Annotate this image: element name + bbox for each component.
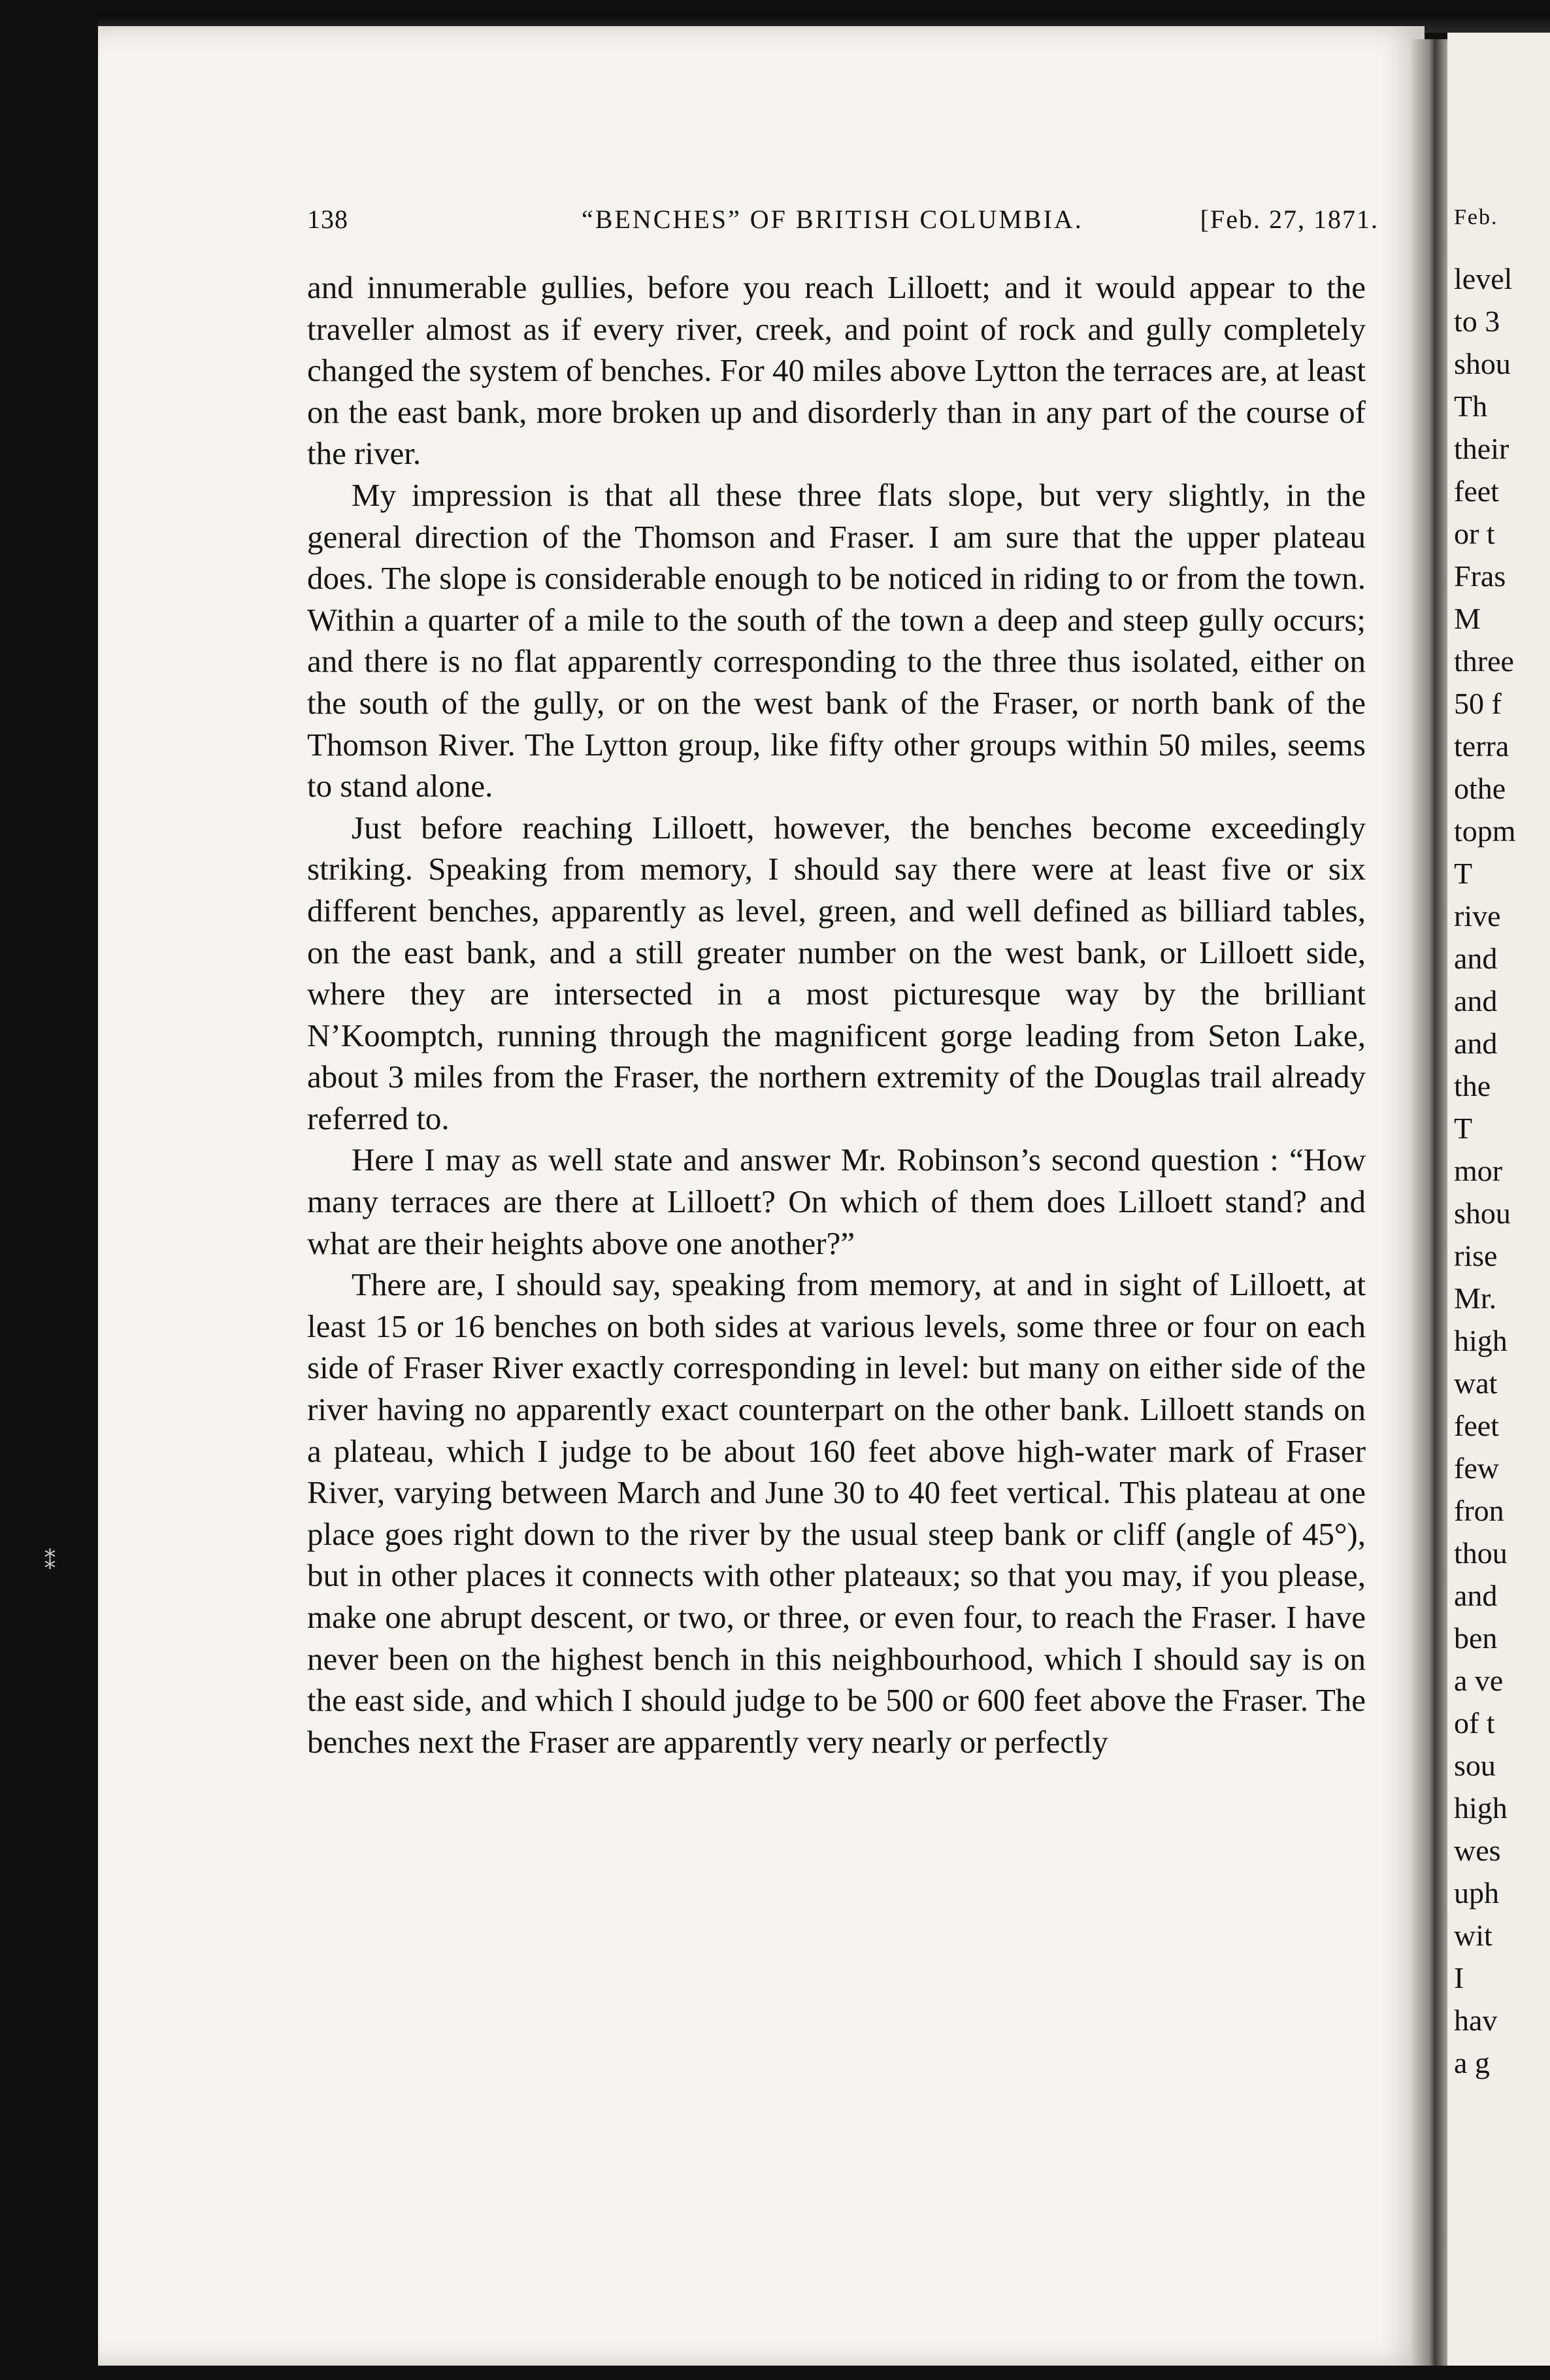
facing-page-line: sou	[1454, 1749, 1496, 1782]
facing-page-line: T	[1454, 857, 1473, 890]
facing-page-line: of t	[1454, 1706, 1495, 1740]
running-title: “BENCHES” OF BRITISH COLUMBIA.	[582, 205, 1083, 234]
facing-page-line: thou	[1454, 1536, 1508, 1570]
facing-page-line: and	[1454, 1027, 1498, 1060]
paragraph: Just before reaching Lilloett, however, the benches become exceedingly striking. Speaking from memory, I should say there were at least five or six different benches, apparently as level, green, and well defined as billiard tables, on the east bank, and a still greater number on the west bank, or Lilloett side, where they are intersected in a most picturesque way by the brilliant N’Koomptch, running through the magnificent gorge leading from Seton Lake, about 3 miles from the Fraser, the northern extremity of the Douglas trail already referred to.	[307, 809, 1366, 1136]
page-number: 138	[307, 205, 348, 234]
facing-page-line: level	[1454, 262, 1513, 295]
facing-page-line: three	[1454, 644, 1514, 678]
paragraph: My impression is that all these three flats slope, but very slightly, in the general direction of the Thomson and Fraser. I am sure that the upper plateau does. The slope is considerable enough to be noticed in riding to or from the town. Within a quarter of a mile to the south of the town a deep and steep gully occurs; and there is no flat apparently corresponding to the three thus isolated, either on the south of the gully, or on the west bank of the Fraser, or north bank of the Thomson River. The Lytton group, like fifty other groups within 50 miles, seems to stand alone.	[307, 476, 1366, 804]
paragraph: Here I may as well state and answer Mr. Robinson’s second question : “How many terraces are there at Lilloett? On which of them does Lilloett stand? and what are their heights above one another?”	[307, 1142, 1366, 1261]
facing-page-line: shou	[1454, 347, 1511, 380]
facing-page-line: mor	[1454, 1154, 1503, 1187]
facing-page-line: to 3	[1454, 305, 1500, 338]
facing-page-line: T	[1454, 1112, 1473, 1145]
facing-page-line: I	[1454, 1961, 1464, 1994]
facing-page-line: M	[1454, 602, 1481, 635]
running-date: [Feb. 27, 1871.	[1200, 205, 1379, 234]
facing-page-line: the	[1454, 1069, 1491, 1102]
facing-page-line: few	[1454, 1451, 1499, 1485]
facing-page-line: topm	[1454, 814, 1516, 848]
body-text	[307, 267, 1366, 1762]
paragraph: and innumerable gullies, before you reach Lilloett; and it would appear to the traveller almost as if every river, creek, and point of rock and gully completely changed the system of benches. For 40 miles above Lytton the terraces are, at least on the east bank, more broken up and disorderly than in any part of the course of the river.	[307, 269, 1366, 472]
facing-page-line: 50 f	[1454, 687, 1502, 720]
paragraph: There are, I should say, speaking from memory, at and in sight of Lilloett, at least 15 or 16 benches on both sides at various levels, some three or four on each side of Fraser River exactly corresponding in level: but many on either side of the river having no apparently exact counterpart on the other bank. Lilloett stands on a plateau, which I judge to be about 160 feet above high-water mark of Fraser River, varying between March and June 30 to 40 feet vertical. This plateau at one place goes right down to the river by the usual steep bank or cliff (angle of 45°), but in other places it connects with other plateaux; so that you may, if you please, make one abrupt descent, or two, or three, or even four, to reach the Fraser. I have never been on the highest bench in this neighbourhood, which I should say is on the east side, and which I should judge to be 500 or 600 feet above the Fraser. The benches next the Fraser are apparently very nearly or perfectly	[307, 1266, 1366, 1760]
facing-page-line: feet	[1454, 1409, 1499, 1442]
facing-page-line: or t	[1454, 517, 1495, 550]
facing-page-line: Mr.	[1454, 1281, 1497, 1315]
facing-page-line: Th	[1454, 389, 1488, 423]
margin-mark: ⁑	[44, 1549, 56, 1575]
book-gutter	[1411, 39, 1451, 2366]
facing-page-line: and	[1454, 984, 1498, 1017]
facing-page-line: high	[1454, 1791, 1508, 1825]
facing-page-line: wit	[1454, 1919, 1492, 1952]
book-page-right	[1447, 33, 1550, 2366]
facing-page-line: shou	[1454, 1197, 1511, 1230]
facing-page-line: and	[1454, 942, 1498, 975]
facing-page-line: terra	[1454, 729, 1509, 763]
facing-page-line: rive	[1454, 899, 1501, 933]
running-head	[307, 204, 1379, 243]
facing-page-line: wes	[1454, 1834, 1501, 1867]
facing-page-line: fron	[1454, 1494, 1504, 1527]
facing-page-line: ben	[1454, 1621, 1498, 1655]
facing-page-line: high	[1454, 1324, 1508, 1357]
facing-page-head: Feb.	[1454, 205, 1498, 229]
facing-page-text	[1447, 257, 1550, 2084]
facing-page-line: uph	[1454, 1876, 1499, 1909]
facing-page-line: othe	[1454, 772, 1506, 805]
facing-page-line: feet	[1454, 474, 1499, 508]
facing-page-line: Fras	[1454, 559, 1506, 593]
facing-page-line: hav	[1454, 2004, 1498, 2037]
facing-page-line: a g	[1454, 2046, 1490, 2079]
facing-page-line: a ve	[1454, 1664, 1504, 1697]
facing-page-line: their	[1454, 432, 1509, 465]
facing-page-line: rise	[1454, 1239, 1498, 1272]
facing-page-line: and	[1454, 1579, 1498, 1612]
facing-page-line: wat	[1454, 1366, 1498, 1400]
